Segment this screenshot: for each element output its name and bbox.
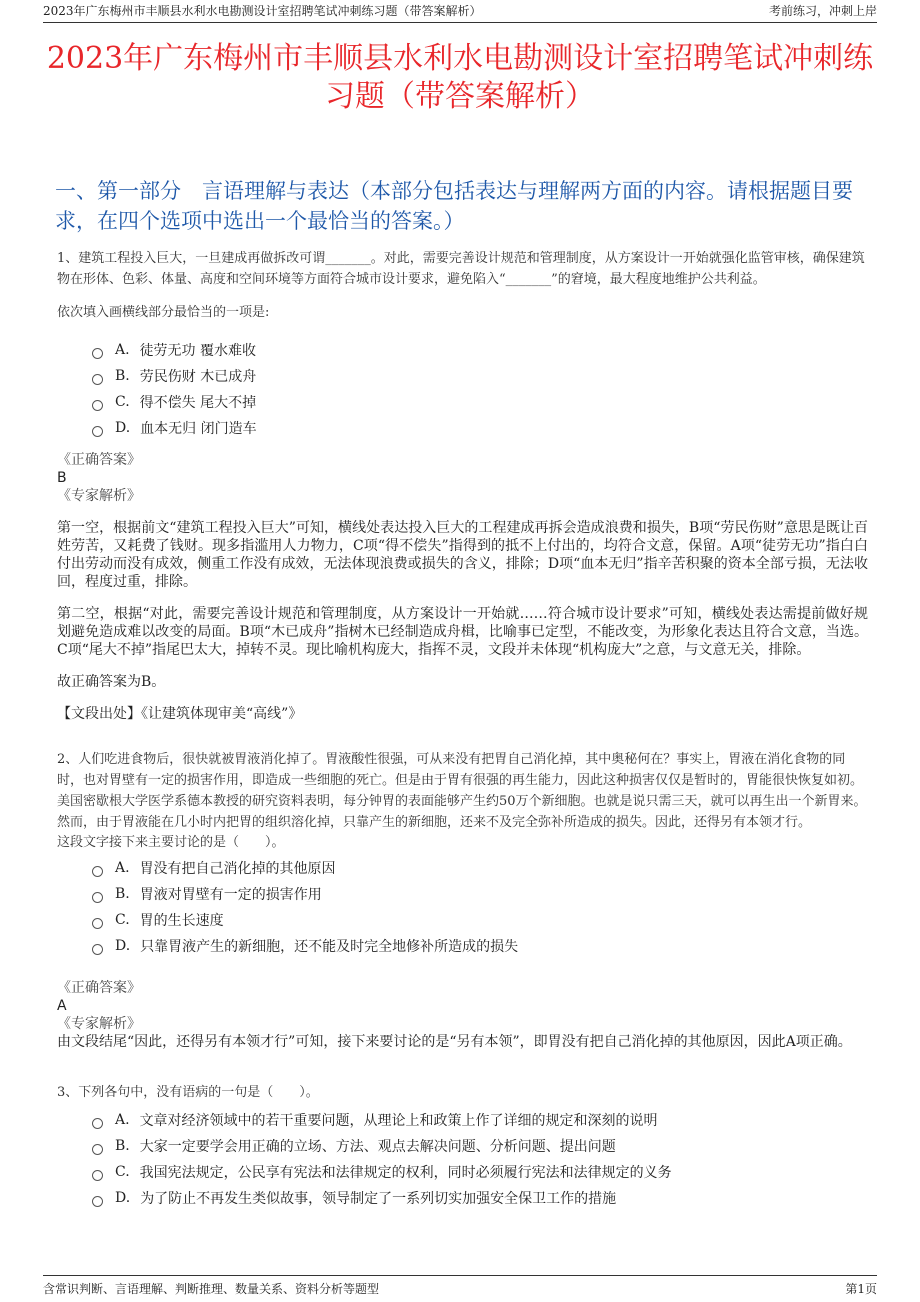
radio-icon[interactable] bbox=[92, 892, 103, 903]
option-a[interactable]: A. 胃没有把自己消化掉的其他原因 bbox=[92, 855, 868, 881]
question-3 bbox=[57, 1082, 868, 1211]
option-d[interactable]: D. 血本无归 闭门造车 bbox=[92, 415, 868, 441]
section-heading: 一、第一部分 言语理解与表达（本部分包括表达与理解两方面的内容。请根据题目要求，在四个选项中选出一个最恰当的答案。） bbox=[55, 179, 853, 233]
analysis-paragraph: 第一空，根据前文“建筑工程投入巨大”可知，横线处表达投入巨大的工程建成再拆会造成浪费和损失，B项“劳民伤财”意思是既让百姓劳苦，又耗费了钱财。现多指滥用人力物力，C项“得不偿失”指得到的抵不上付出的，均符合文意，保留。A项“徒劳无功”指白白付出劳动而没有成效，侧重工作没有成效，无法体现浪费或损失的含义，排除；D项“血本无归”指辛苦积聚的资本全部亏损，无法收回，程度过重，排除。 bbox=[57, 520, 868, 590]
radio-icon[interactable] bbox=[92, 426, 103, 437]
question-2-options bbox=[57, 855, 868, 959]
option-a[interactable]: A. 文章对经济领域中的若干重要问题，从理论上和政策上作了详细的规定和深刻的说明 bbox=[92, 1107, 868, 1133]
radio-icon[interactable] bbox=[92, 944, 103, 955]
analysis-label: 《专家解析》 bbox=[57, 488, 141, 504]
option-c[interactable]: C. 胃的生长速度 bbox=[92, 907, 868, 933]
header-doc-title: 2023年广东梅州市丰顺县水利水电勘测设计室招聘笔试冲刺练习题（带答案解析） bbox=[43, 4, 482, 18]
radio-icon[interactable] bbox=[92, 374, 103, 385]
radio-icon[interactable] bbox=[92, 866, 103, 877]
option-a[interactable]: A. 徒劳无功 覆水难收 bbox=[92, 337, 868, 363]
radio-icon[interactable] bbox=[92, 1118, 103, 1129]
option-text: 胃液对胃壁有一定的损害作用 bbox=[139, 887, 322, 903]
question-3-text: 3、下列各句中，没有语病的一句是（ ）。 bbox=[57, 1085, 319, 1100]
analysis-label: 《专家解析》 bbox=[57, 1016, 141, 1032]
option-text: 徒劳无功 覆水难收 bbox=[139, 343, 257, 359]
option-text: 我国宪法规定，公民享有宪法和法律规定的权利，同时必须履行宪法和法律规定的义务 bbox=[139, 1165, 672, 1181]
page-title: 2023年广东梅州市丰顺县水利水电勘测设计室招聘笔试冲刺练习题（带答案解析） bbox=[46, 41, 874, 114]
question-2-text: 2、人们吃进食物后，很快就被胃液消化掉了。胃液酸性很强，可从来没有把胃自己消化掉，其中奥秘何在？事实上，胃液在消化食物的同时，也对胃壁有一定的损害作用，即造成一些细胞的死亡。但是由于胃有很强的再生能力，因此这种损害仅仅是暂时的，胃能很快恢复如初。美国密歇根大学医学系德本教授的研究资料表明，每分钟胃的表面能够产生约50万个新细胞。也就是说只需三天，就可以再生出一个新胃来。然而，由于胃液能在几小时内把胃的组织溶化掉，只靠产生的新细胞，还来不及完全弥补所造成的损失。因此，还得另有本领才行。 bbox=[57, 752, 867, 830]
option-text: 胃的生长速度 bbox=[139, 913, 224, 929]
question-1 bbox=[57, 248, 868, 723]
radio-icon[interactable] bbox=[92, 1196, 103, 1207]
option-text: 胃没有把自己消化掉的其他原因 bbox=[139, 861, 336, 877]
option-text: 大家一定要学会用正确的立场、方法、观点去解决问题、分析问题、提出问题 bbox=[139, 1139, 616, 1155]
question-3-options bbox=[57, 1107, 868, 1211]
option-c[interactable]: C. 我国宪法规定，公民享有宪法和法律规定的权利，同时必须履行宪法和法律规定的义务 bbox=[92, 1159, 868, 1185]
radio-icon[interactable] bbox=[92, 400, 103, 411]
option-text: 为了防止不再发生类似故事，领导制定了一系列切实加强安全保卫工作的措施 bbox=[140, 1191, 617, 1207]
passage-source: 【文段出处】《让建筑体现审美“高线”》 bbox=[57, 706, 303, 722]
option-text: 劳民伤财 木已成舟 bbox=[139, 369, 257, 385]
analysis-conclusion: 故正确答案为B。 bbox=[57, 674, 166, 690]
question-2-prompt: 这段文字接下来主要讨论的是（ ）。 bbox=[57, 835, 285, 850]
analysis-paragraph: 由文段结尾“因此，还得另有本领才行”可知，接下来要讨论的是“另有本领”，即胃没有把自己消化掉的其他原因，因此A项正确。 bbox=[57, 1034, 852, 1050]
footer-topics: 含常识判断、言语理解、判断推理、数量关系、资料分析等题型 bbox=[43, 1282, 380, 1296]
page-footer bbox=[43, 1275, 877, 1302]
radio-icon[interactable] bbox=[92, 348, 103, 359]
question-1-prompt: 依次填入画横线部分最恰当的一项是: bbox=[57, 305, 270, 320]
option-b[interactable]: B. 胃液对胃壁有一定的损害作用 bbox=[92, 881, 868, 907]
correct-answer: A bbox=[57, 998, 67, 1014]
option-b[interactable]: B. 大家一定要学会用正确的立场、方法、观点去解决问题、分析问题、提出问题 bbox=[92, 1133, 868, 1159]
option-text: 血本无归 闭门造车 bbox=[140, 421, 257, 437]
correct-answer: B bbox=[57, 470, 67, 486]
option-d[interactable]: D. 为了防止不再发生类似故事，领导制定了一系列切实加强安全保卫工作的措施 bbox=[92, 1185, 868, 1211]
page-header bbox=[43, 0, 877, 23]
answer-label: 《正确答案》 bbox=[57, 452, 141, 468]
option-text: 文章对经济领域中的若干重要问题，从理论上和政策上作了详细的规定和深刻的说明 bbox=[139, 1113, 658, 1129]
radio-icon[interactable] bbox=[92, 1170, 103, 1181]
option-text: 得不偿失 尾大不掉 bbox=[139, 395, 257, 411]
question-1-text: 1、建筑工程投入巨大，一旦建成再做拆改可谓_______。对此，需要完善设计规范和管理制度，从方案设计一开始就强化监管审核，确保建筑物在形体、色彩、体量、高度和空间环境等方面符合城市设计要求，避免陷入“_______”的窘境，最大程度地维护公共利益。 bbox=[57, 251, 865, 287]
page-number: 第1页 bbox=[845, 1282, 877, 1296]
header-slogan: 考前练习，冲刺上岸 bbox=[768, 4, 877, 18]
question-1-options bbox=[57, 337, 868, 441]
option-b[interactable]: B. 劳民伤财 木已成舟 bbox=[92, 363, 868, 389]
question-2 bbox=[57, 749, 868, 1051]
answer-label: 《正确答案》 bbox=[57, 980, 141, 996]
analysis-paragraph: 第二空，根据“对此，需要完善设计规范和管理制度，从方案设计一开始就……符合城市设计要求”可知，横线处表达需提前做好规划避免造成难以改变的局面。B项“木已成舟”指树木已经制造成舟楫，比喻事已定型，不能改变，为形象化表达且符合文意，当选。C项“尾大不掉”指尾巴太大，掉转不灵。现比喻机构庞大，指挥不灵，文段并未体现“机构庞大”之意，与文意无关，排除。 bbox=[57, 606, 868, 658]
option-text: 只靠胃液产生的新细胞，还不能及时完全地修补所造成的损失 bbox=[140, 939, 519, 955]
option-d[interactable]: D. 只靠胃液产生的新细胞，还不能及时完全地修补所造成的损失 bbox=[92, 933, 868, 959]
radio-icon[interactable] bbox=[92, 918, 103, 929]
option-c[interactable]: C. 得不偿失 尾大不掉 bbox=[92, 389, 868, 415]
radio-icon[interactable] bbox=[92, 1144, 103, 1155]
